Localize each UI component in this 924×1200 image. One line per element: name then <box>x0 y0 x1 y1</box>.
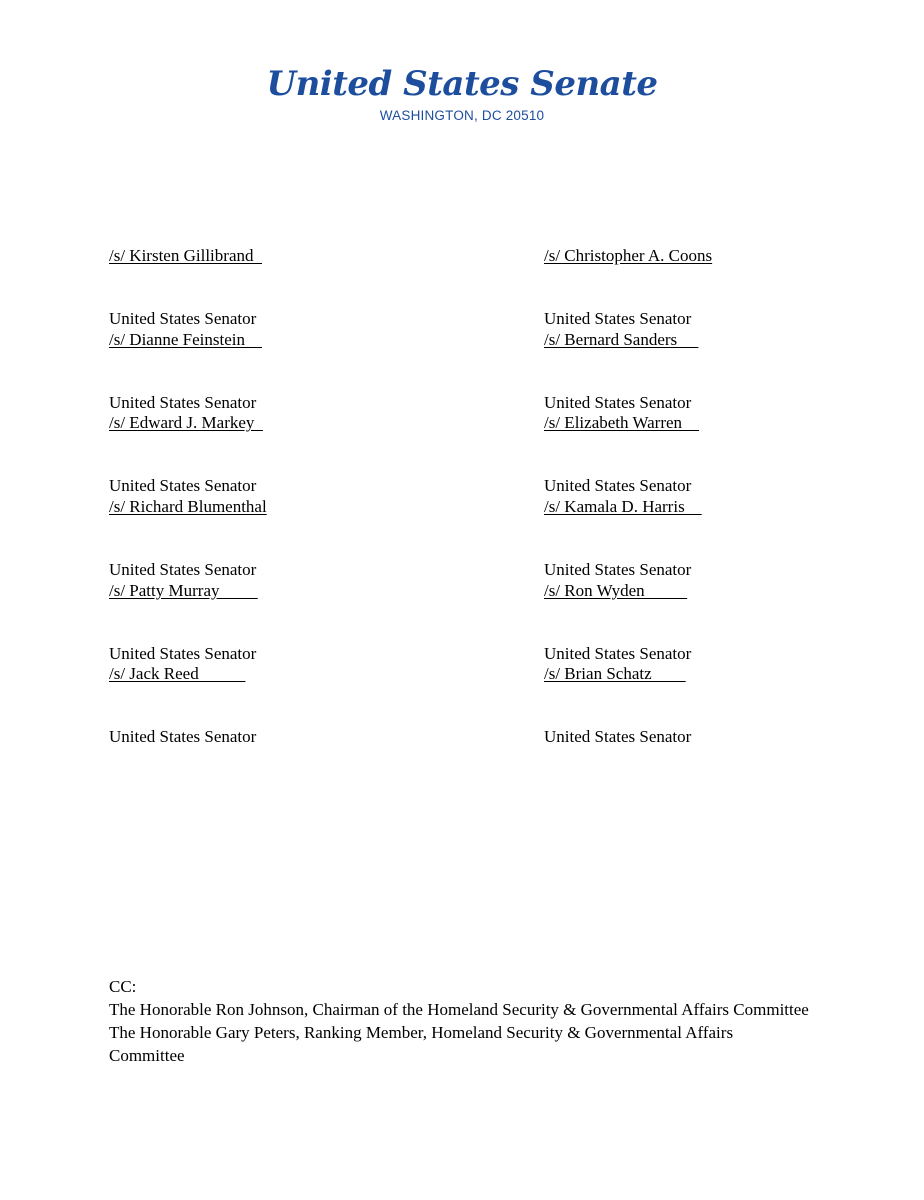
cc-section <box>109 975 809 1067</box>
cc-recipient: The Honorable Gary Peters, Ranking Member, Homeland Security & Governmental Affairs Committee <box>109 1023 734 1065</box>
signature-title: United States Senator <box>544 560 692 579</box>
signature-title: United States Senator <box>544 727 692 746</box>
cc-label: CC: <box>109 977 137 996</box>
signature-title: United States Senator <box>544 393 692 412</box>
letterhead <box>0 64 924 124</box>
signature-title: United States Senator <box>109 560 257 579</box>
signature-title: United States Senator <box>544 644 692 663</box>
signature-name: /s/ Ron Wyden <box>544 581 688 600</box>
cc-recipient: The Honorable Ron Johnson, Chairman of the Homeland Security & Governmental Affairs Committee <box>109 1000 809 1019</box>
signature-name: /s/ Kamala D. Harris <box>544 497 702 516</box>
signature-block <box>544 621 691 768</box>
signature-title: United States Senator <box>109 309 257 328</box>
signature-name: /s/ Jack Reed <box>109 664 246 683</box>
signature-name: /s/ Patty Murray <box>109 581 258 600</box>
signature-title: United States Senator <box>109 393 257 412</box>
signature-title: United States Senator <box>544 309 692 328</box>
signature-name: /s/ Bernard Sanders <box>544 330 699 349</box>
signature-name: /s/ Richard Blumenthal <box>109 497 267 516</box>
signature-title: United States Senator <box>109 476 257 495</box>
signature-title: United States Senator <box>109 644 257 663</box>
letterhead-address: WASHINGTON, DC 20510 <box>379 108 545 123</box>
signature-name: /s/ Christopher A. Coons <box>544 246 713 265</box>
signature-name: /s/ Brian Schatz <box>544 664 686 683</box>
letterhead-title: United States Senate <box>266 64 658 104</box>
signature-name: /s/ Kirsten Gillibrand <box>109 246 262 265</box>
signature-title: United States Senator <box>544 476 692 495</box>
signature-block <box>109 621 256 768</box>
signature-name: /s/ Dianne Feinstein <box>109 330 262 349</box>
signature-name: /s/ Elizabeth Warren <box>544 413 700 432</box>
signature-name: /s/ Edward J. Markey <box>109 413 263 432</box>
signature-title: United States Senator <box>109 727 257 746</box>
